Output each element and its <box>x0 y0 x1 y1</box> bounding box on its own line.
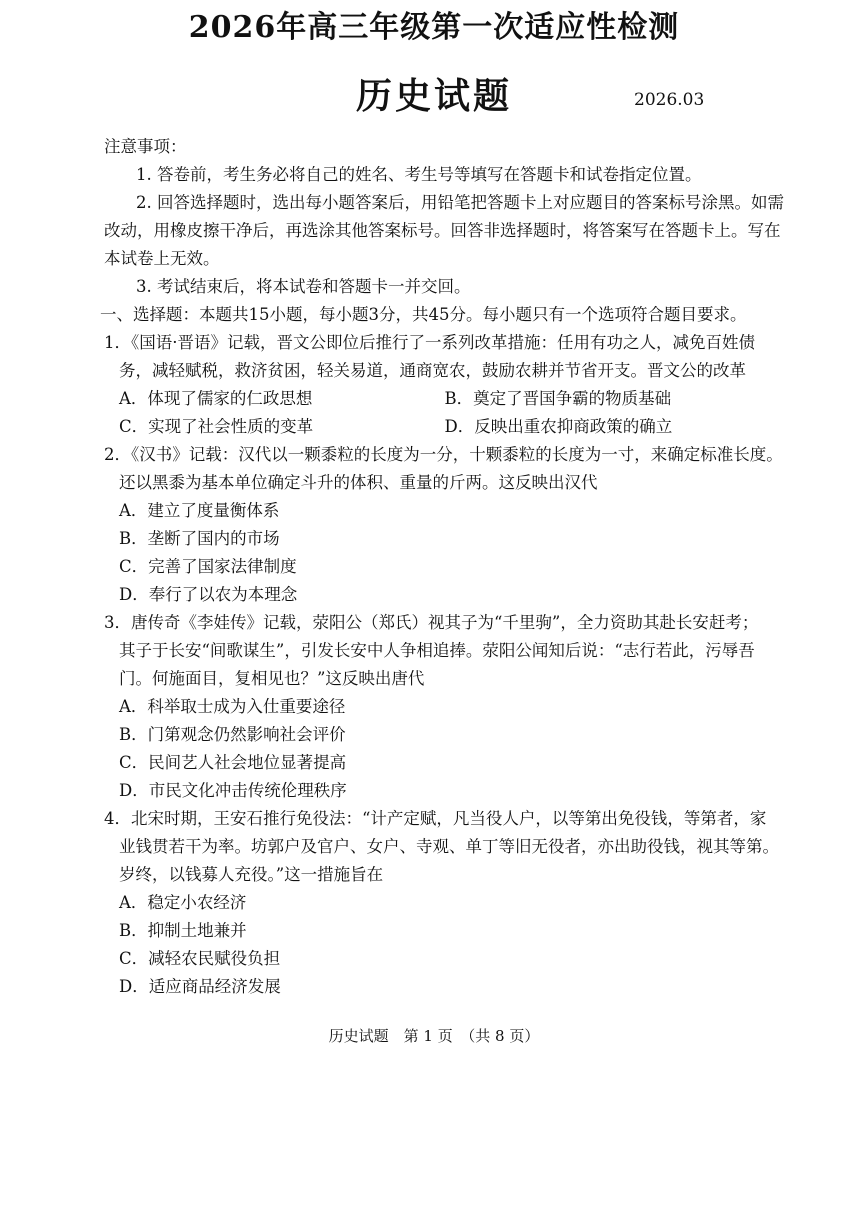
option-a: A．科举取士成为入仕重要途径 <box>119 697 346 716</box>
question-stem-line: 门。何施面目，复相见也？”这反映出唐代 <box>119 669 425 688</box>
option-d: D．奉行了以农为本理念 <box>119 585 298 604</box>
question-4 <box>104 805 779 1001</box>
section-heading: 一、选择题：本题共15小题，每小题3分，共45分。每小题只有一个选项符合题目要求。 <box>100 305 747 324</box>
note-item-continued: 改动，用橡皮擦干净后，再选涂其他答案标号。回答非选择题时，将答案写在答题卡上。写在 <box>104 221 781 240</box>
question-stem-line: 岁终，以钱募人充役。”这一措施旨在 <box>119 865 384 884</box>
note-item-continued: 本试卷上无效。 <box>104 249 220 268</box>
option-b: B．抑制土地兼并 <box>119 921 247 940</box>
question-stem-line: 业钱贯若干为率。坊郭户及官户、女户、寺观、单丁等旧无役者，亦出助役钱，视其等第。 <box>119 837 779 856</box>
question-stem-line: 4．北宋时期，王安石推行免役法：“计产定赋，凡当役人户，以等第出免役钱，等第者，家 <box>104 809 767 828</box>
question-stem-line: 1．《国语·晋语》记载，晋文公即位后推行了一系列改革措施：任用有功之人，减免百姓债 <box>104 333 755 352</box>
question-stem-line: 2．《汉书》记载：汉代以一颗黍粒的长度为一分，十颗黍粒的长度为一寸，来确定标准长度。 <box>104 445 783 464</box>
option-c: C．实现了社会性质的变革 <box>119 417 314 436</box>
option-row <box>104 413 770 441</box>
exam-title: 2026年高三年级第一次适应性检测 <box>188 10 680 45</box>
note-item: 3. 考试结束后，将本试卷和答题卡一并交回。 <box>136 277 471 296</box>
option-d: D．市民文化冲击传统伦理秩序 <box>119 781 347 800</box>
question-stem-line: 务，减轻赋税，救济贫困，轻关易道，通商宽农，鼓励农耕并节省开支。晋文公的改革 <box>119 361 746 380</box>
option-d: D．反映出重农抑商政策的确立 <box>444 417 673 436</box>
option-b: B．门第观念仍然影响社会评价 <box>119 725 346 744</box>
option-a: A．体现了儒家的仁政思想 <box>119 389 313 408</box>
notes-heading: 注意事项： <box>104 137 187 156</box>
question-stem-line: 还以黑黍为基本单位确定斗升的体积、重量的斤两。这反映出汉代 <box>119 473 598 492</box>
option-b: B．奠定了晋国争霸的物质基础 <box>444 389 672 408</box>
note-item: 2. 回答选择题时，选出每小题答案后，用铅笔把答题卡上对应题目的答案标号涂黑。如需 <box>136 193 784 212</box>
option-c: C．完善了国家法律制度 <box>119 557 297 576</box>
question-3 <box>104 609 770 805</box>
question-stem-line: 其子于长安“间歌谋生”，引发长安中人争相追捧。荥阳公闻知后说：“志行若此，污辱吾 <box>119 641 755 660</box>
exam-date: 2026.03 <box>634 90 705 110</box>
page-footer: 历史试题 第 1 页 （共 8 页） <box>328 1027 540 1045</box>
option-row <box>104 385 770 413</box>
question-1 <box>104 329 770 441</box>
option-b: B．垄断了国内的市场 <box>119 529 280 548</box>
option-c: C．民间艺人社会地位显著提高 <box>119 753 347 772</box>
option-a: A．稳定小农经济 <box>119 893 247 912</box>
option-c: C．减轻农民赋役负担 <box>119 949 281 968</box>
question-stem-line: 3．唐传奇《李娃传》记载，荥阳公（郑氏）视其子为“千里驹”，全力资助其赴长安赶考； <box>104 613 759 632</box>
question-2 <box>104 441 783 609</box>
option-a: A．建立了度量衡体系 <box>119 501 280 520</box>
note-item: 1. 答卷前，考生务必将自己的姓名、考生号等填写在答题卡和试卷指定位置。 <box>136 165 702 184</box>
subject-title: 历史试题 <box>355 75 512 117</box>
exam-content <box>100 133 784 1001</box>
option-d: D．适应商品经济发展 <box>119 977 281 996</box>
